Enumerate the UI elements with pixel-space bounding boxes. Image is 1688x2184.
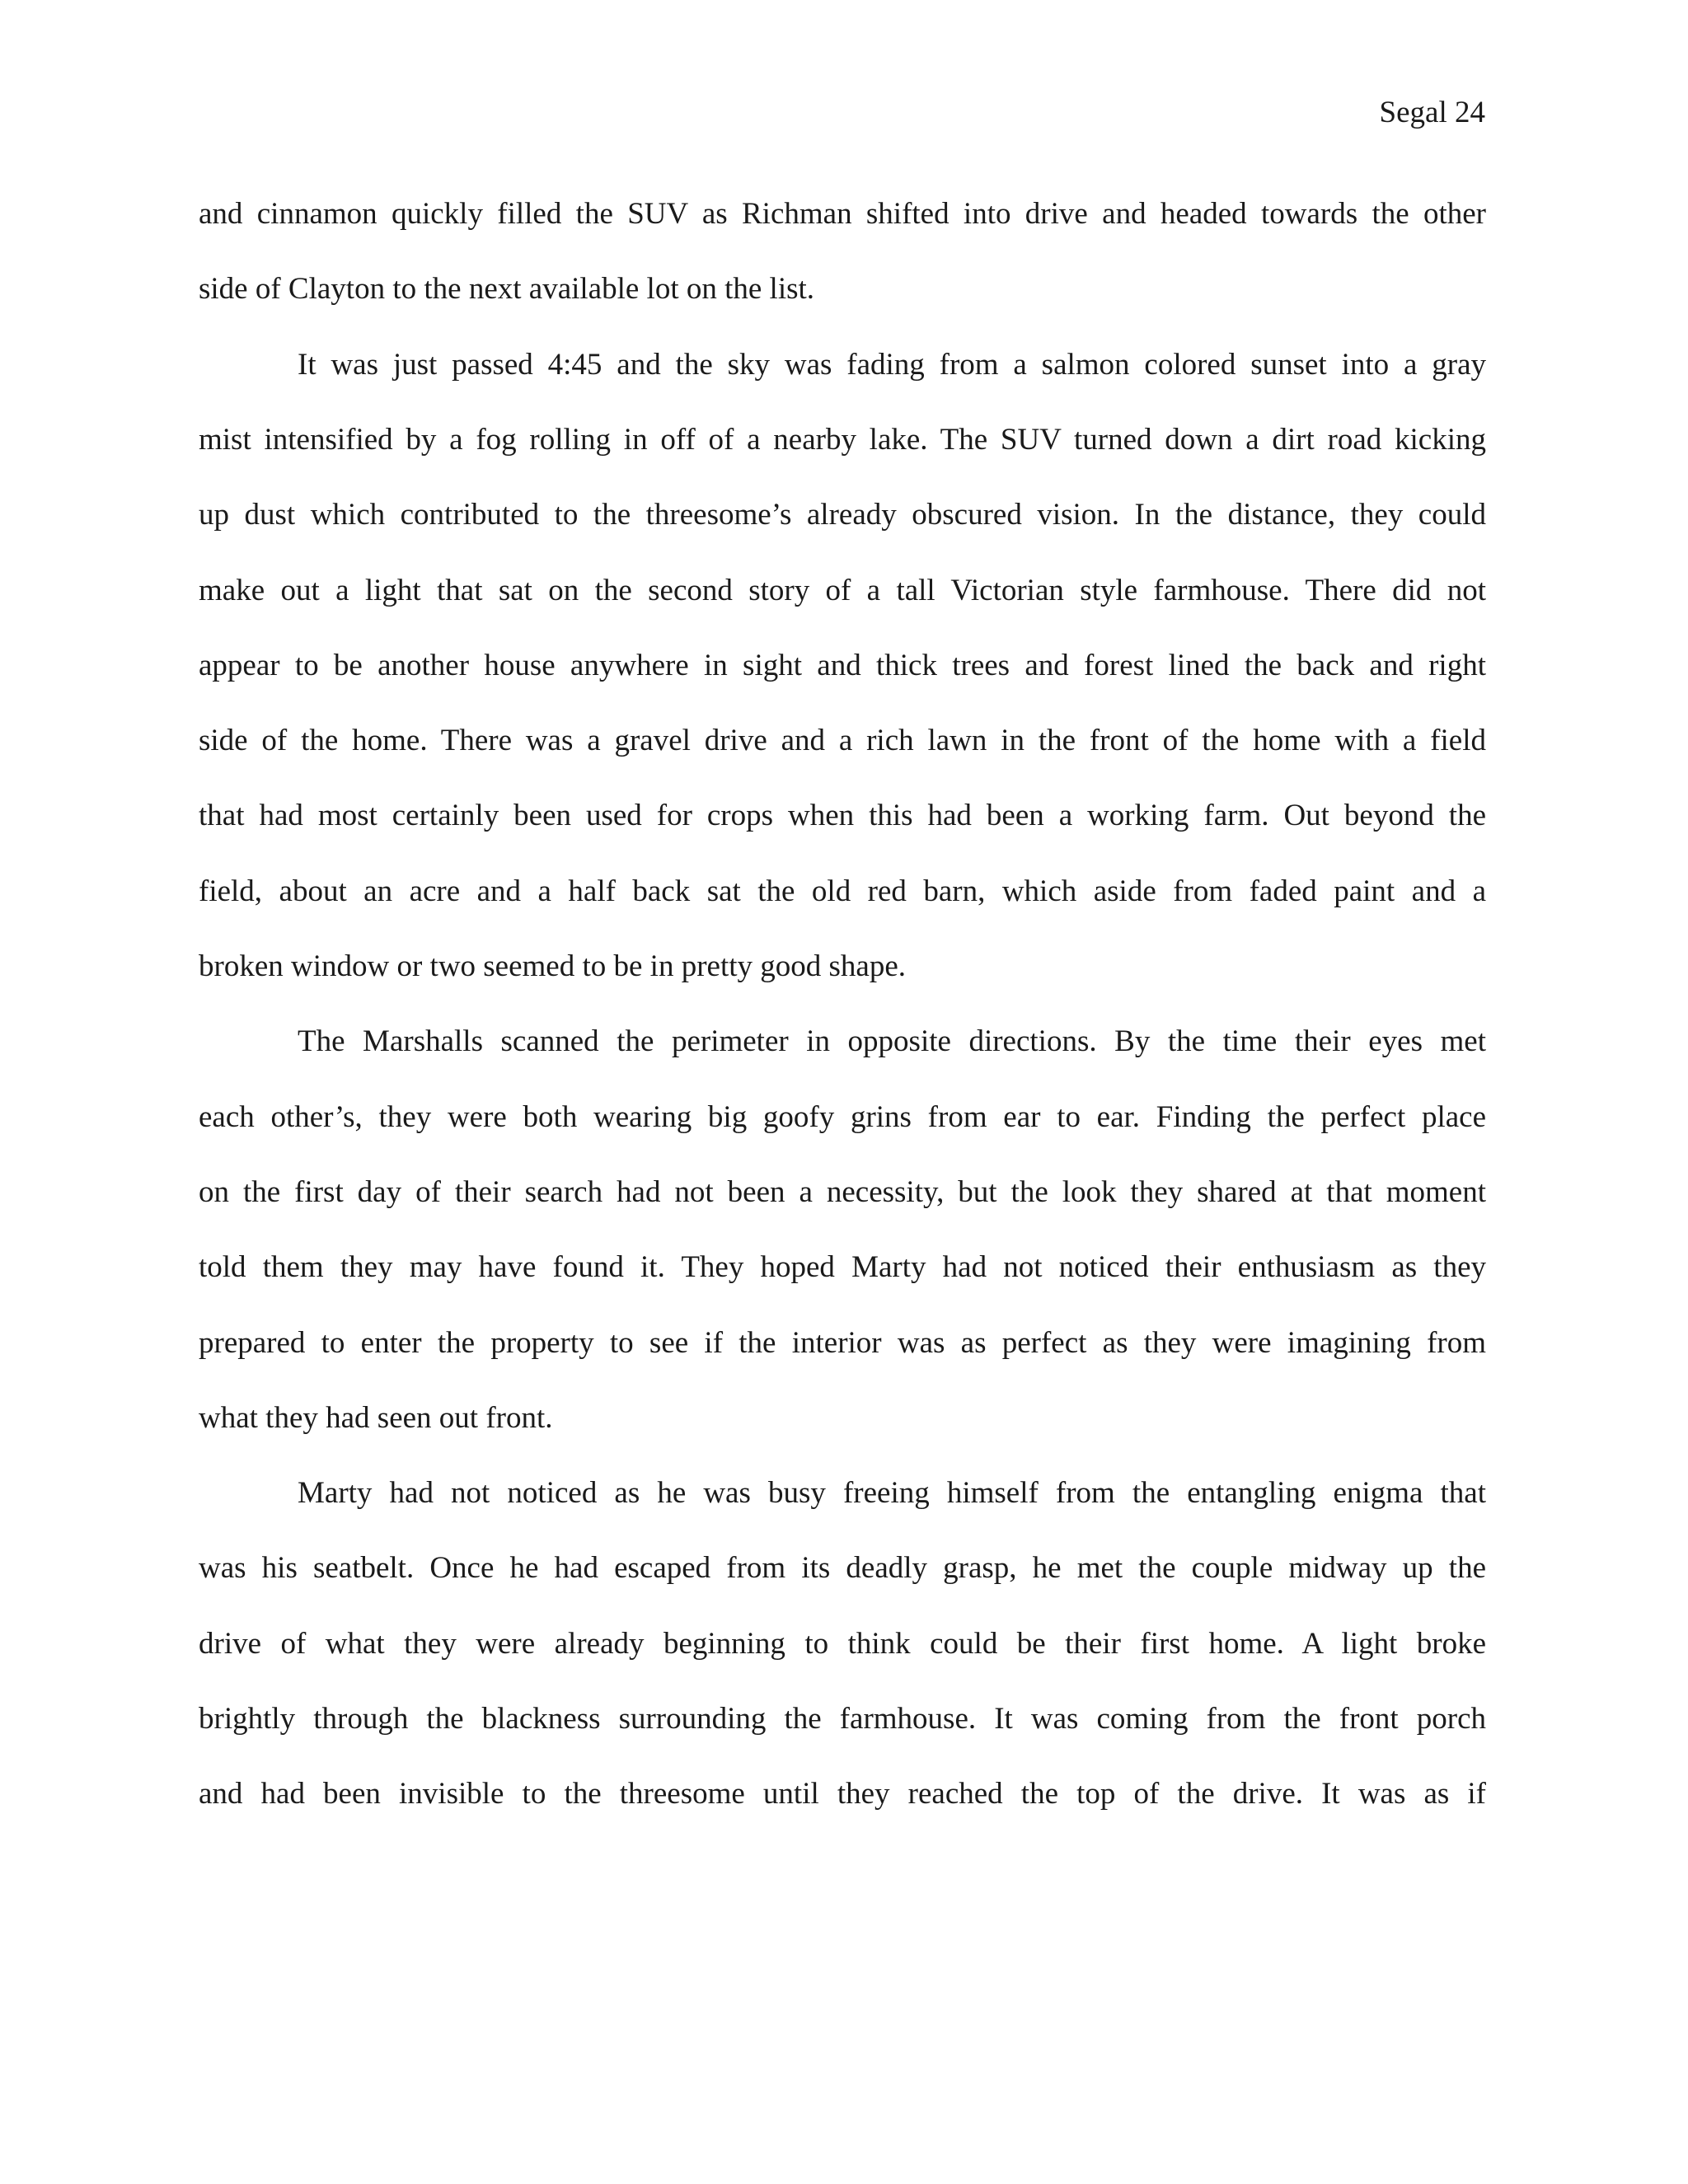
text-line: side of the home. There was a gravel drive and a rich lawn in the front of the home with a field [199, 724, 1486, 757]
text-line: was his seatbelt. Once he had escaped from its deadly grasp, he met the couple midway up the [199, 1551, 1486, 1585]
text-line: that had most certainly been used for crops when this had been a working farm. Out beyond the [199, 799, 1486, 832]
text-line: brightly through the blackness surrounding the farmhouse. It was coming from the front porch [199, 1702, 1486, 1736]
text-line: each other’s, they were both wearing big goofy grins from ear to ear. Finding the perfect place [199, 1100, 1486, 1134]
text-line: what they had seen out front. [199, 1401, 553, 1435]
text-line: up dust which contributed to the threesome’s already obscured vision. In the distance, they could [199, 498, 1486, 532]
text-line: told them they may have found it. They hoped Marty had not noticed their enthusiasm as they [199, 1250, 1486, 1284]
text-line: drive of what they were already beginning to think could be their first home. A light broke [199, 1627, 1486, 1661]
text-line: side of Clayton to the next available lot on the list. [199, 272, 815, 306]
text-line: on the first day of their search had not been a necessity, but the look they shared at that moment [199, 1175, 1486, 1209]
running-head: Segal 24 [1379, 96, 1485, 129]
text-line: mist intensified by a fog rolling in off of a nearby lake. The SUV turned down a dirt road kicking [199, 423, 1486, 457]
text-line: appear to be another house anywhere in sight and thick trees and forest lined the back and right [199, 649, 1486, 682]
text-line: broken window or two seemed to be in pretty good shape. [199, 949, 907, 983]
text-line: and cinnamon quickly filled the SUV as Richman shifted into drive and headed towards the other [199, 197, 1486, 231]
text-line: Marty had not noticed as he was busy freeing himself from the entangling enigma that [298, 1476, 1486, 1510]
text-line: make out a light that sat on the second story of a tall Victorian style farmhouse. There did not [199, 574, 1486, 607]
text-line: The Marshalls scanned the perimeter in opposite directions. By the time their eyes met [298, 1024, 1486, 1058]
text-line: field, about an acre and a half back sat the old red barn, which aside from faded paint and a [199, 874, 1486, 908]
text-line: It was just passed 4:45 and the sky was fading from a salmon colored sunset into a gray [298, 348, 1486, 382]
text-line: and had been invisible to the threesome until they reached the top of the drive. It was as if [199, 1777, 1486, 1811]
text-line: prepared to enter the property to see if the interior was as perfect as they were imagining from [199, 1326, 1486, 1360]
